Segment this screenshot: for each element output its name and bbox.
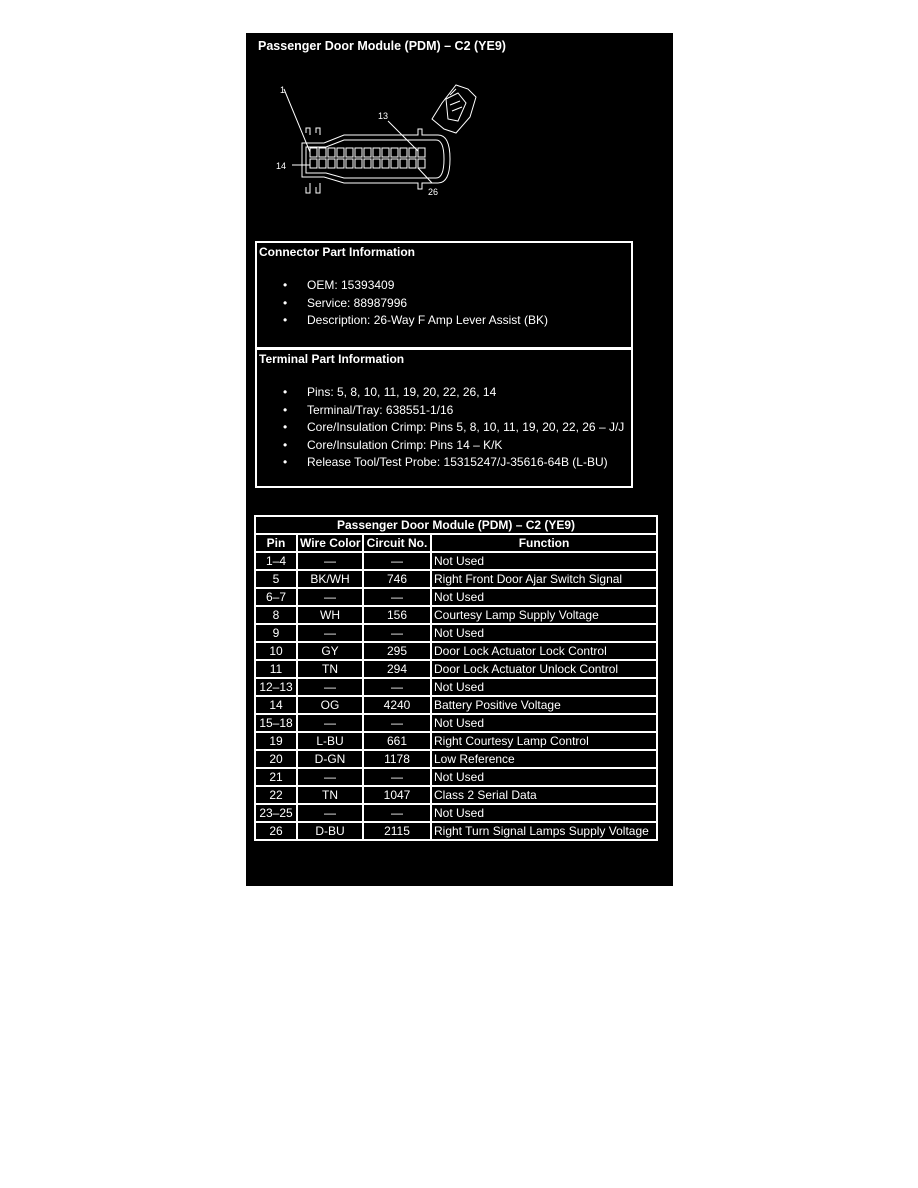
cell-pin: 12–13 <box>255 678 297 696</box>
pin-label-1: 1 <box>280 85 286 95</box>
cell-pin: 15–18 <box>255 714 297 732</box>
cell-wire-color: — <box>297 624 363 642</box>
column-header-wire-color: Wire Color <box>297 534 363 552</box>
cell-wire-color: WH <box>297 606 363 624</box>
cell-function: Door Lock Actuator Unlock Control <box>431 660 657 678</box>
cell-wire-color: OG <box>297 696 363 714</box>
cavity <box>373 148 380 157</box>
cell-function: Right Front Door Ajar Switch Signal <box>431 570 657 588</box>
cell-pin: 11 <box>255 660 297 678</box>
cavity <box>355 148 362 157</box>
cavity <box>319 148 326 157</box>
cavity <box>319 159 326 168</box>
list-item: • OEM: 15393409 <box>257 277 631 295</box>
terminal-part-list <box>257 384 631 472</box>
cell-wire-color: — <box>297 768 363 786</box>
cell-wire-color: TN <box>297 786 363 804</box>
page-title: Passenger Door Module (PDM) – C2 (YE9) <box>258 39 506 53</box>
table-row <box>255 570 657 588</box>
cell-circuit-no: 746 <box>363 570 431 588</box>
table-row <box>255 714 657 732</box>
cavity <box>337 159 344 168</box>
cell-circuit-no: 294 <box>363 660 431 678</box>
cell-circuit-no: — <box>363 678 431 696</box>
cell-pin: 21 <box>255 768 297 786</box>
table-row <box>255 588 657 606</box>
cell-wire-color: — <box>297 552 363 570</box>
cell-circuit-no: 156 <box>363 606 431 624</box>
table-row <box>255 768 657 786</box>
connector-face-icon <box>284 89 450 193</box>
connector-part-info <box>255 241 633 349</box>
pin-label-14: 14 <box>276 161 287 171</box>
cell-wire-color: — <box>297 678 363 696</box>
table-row <box>255 660 657 678</box>
cell-function: Not Used <box>431 768 657 786</box>
cavity <box>364 148 371 157</box>
cavity <box>373 159 380 168</box>
cell-circuit-no: — <box>363 552 431 570</box>
cell-wire-color: L-BU <box>297 732 363 750</box>
cavity <box>418 159 425 168</box>
cavity <box>409 148 416 157</box>
cell-pin: 26 <box>255 822 297 840</box>
table-row <box>255 822 657 840</box>
list-item: • Core/Insulation Crimp: Pins 14 – K/K <box>257 437 631 455</box>
connector-part-list <box>257 277 631 330</box>
cell-pin: 23–25 <box>255 804 297 822</box>
list-item: • Service: 88987996 <box>257 295 631 313</box>
cell-circuit-no: 1178 <box>363 750 431 768</box>
cell-function: Door Lock Actuator Lock Control <box>431 642 657 660</box>
table-row <box>255 732 657 750</box>
cell-pin: 14 <box>255 696 297 714</box>
cell-function: Not Used <box>431 588 657 606</box>
table-row <box>255 786 657 804</box>
table-row <box>255 804 657 822</box>
table-row <box>255 750 657 768</box>
cell-circuit-no: 295 <box>363 642 431 660</box>
table-row <box>255 624 657 642</box>
cell-circuit-no: 661 <box>363 732 431 750</box>
cavity <box>418 148 425 157</box>
column-header-circuit-no: Circuit No. <box>363 534 431 552</box>
connector-diagram <box>246 33 673 233</box>
pin-table <box>254 515 658 841</box>
cell-pin: 22 <box>255 786 297 804</box>
terminal-part-heading: Terminal Part Information <box>259 352 405 366</box>
table-title: Passenger Door Module (PDM) – C2 (YE9) <box>255 516 657 534</box>
cavity <box>382 148 389 157</box>
cavity <box>382 159 389 168</box>
column-header-function: Function <box>431 534 657 552</box>
cell-circuit-no: — <box>363 768 431 786</box>
cell-pin: 10 <box>255 642 297 660</box>
column-header-pin: Pin <box>255 534 297 552</box>
cavity <box>310 159 317 168</box>
cavity <box>364 159 371 168</box>
cell-pin: 1–4 <box>255 552 297 570</box>
terminal-part-info <box>255 348 633 488</box>
cell-wire-color: BK/WH <box>297 570 363 588</box>
cell-wire-color: — <box>297 588 363 606</box>
cavity <box>310 148 317 157</box>
cell-circuit-no: — <box>363 804 431 822</box>
list-item: • Release Tool/Test Probe: 15315247/J-35616-64B (L-BU) <box>257 454 631 472</box>
cell-pin: 19 <box>255 732 297 750</box>
list-item: • Pins: 5, 8, 10, 11, 19, 20, 22, 26, 14 <box>257 384 631 402</box>
cavity <box>328 159 335 168</box>
cell-wire-color: TN <box>297 660 363 678</box>
cell-function: Not Used <box>431 552 657 570</box>
cell-wire-color: — <box>297 804 363 822</box>
cavity <box>346 148 353 157</box>
cell-pin: 20 <box>255 750 297 768</box>
cavity <box>355 159 362 168</box>
cell-circuit-no: — <box>363 588 431 606</box>
cavity <box>328 148 335 157</box>
cell-function: Low Reference <box>431 750 657 768</box>
cavity <box>391 159 398 168</box>
cavity <box>337 148 344 157</box>
cell-function: Courtesy Lamp Supply Voltage <box>431 606 657 624</box>
cavity <box>409 159 416 168</box>
cavity <box>400 148 407 157</box>
pin-label-26: 26 <box>428 187 439 197</box>
table-row <box>255 678 657 696</box>
table-row <box>255 642 657 660</box>
connector-part-heading: Connector Part Information <box>259 245 416 259</box>
cell-circuit-no: 1047 <box>363 786 431 804</box>
cell-function: Right Turn Signal Lamps Supply Voltage <box>431 822 657 840</box>
cell-wire-color: D-GN <box>297 750 363 768</box>
table-row <box>255 606 657 624</box>
list-item: • Terminal/Tray: 638551-1/16 <box>257 402 631 420</box>
cavity <box>346 159 353 168</box>
cell-circuit-no: 2115 <box>363 822 431 840</box>
cell-circuit-no: 4240 <box>363 696 431 714</box>
pin-label-13: 13 <box>378 111 389 121</box>
table-row <box>255 552 657 570</box>
cell-wire-color: — <box>297 714 363 732</box>
cavity <box>391 148 398 157</box>
cell-wire-color: GY <box>297 642 363 660</box>
cavity <box>400 159 407 168</box>
vehicle-locator-icon <box>432 85 476 133</box>
cell-pin: 9 <box>255 624 297 642</box>
cell-pin: 5 <box>255 570 297 588</box>
cell-function: Not Used <box>431 624 657 642</box>
cell-pin: 8 <box>255 606 297 624</box>
cell-wire-color: D-BU <box>297 822 363 840</box>
cell-function: Battery Positive Voltage <box>431 696 657 714</box>
cell-function: Not Used <box>431 714 657 732</box>
cell-function: Not Used <box>431 804 657 822</box>
table-row <box>255 696 657 714</box>
cell-circuit-no: — <box>363 624 431 642</box>
document-panel <box>246 33 673 886</box>
cell-function: Not Used <box>431 678 657 696</box>
cell-function: Class 2 Serial Data <box>431 786 657 804</box>
cell-circuit-no: — <box>363 714 431 732</box>
list-item: • Core/Insulation Crimp: Pins 5, 8, 10, 11, 19, 20, 22, 26 – J/J <box>257 419 631 437</box>
cell-pin: 6–7 <box>255 588 297 606</box>
list-item: • Description: 26-Way F Amp Lever Assist (BK) <box>257 312 631 330</box>
cell-function: Right Courtesy Lamp Control <box>431 732 657 750</box>
